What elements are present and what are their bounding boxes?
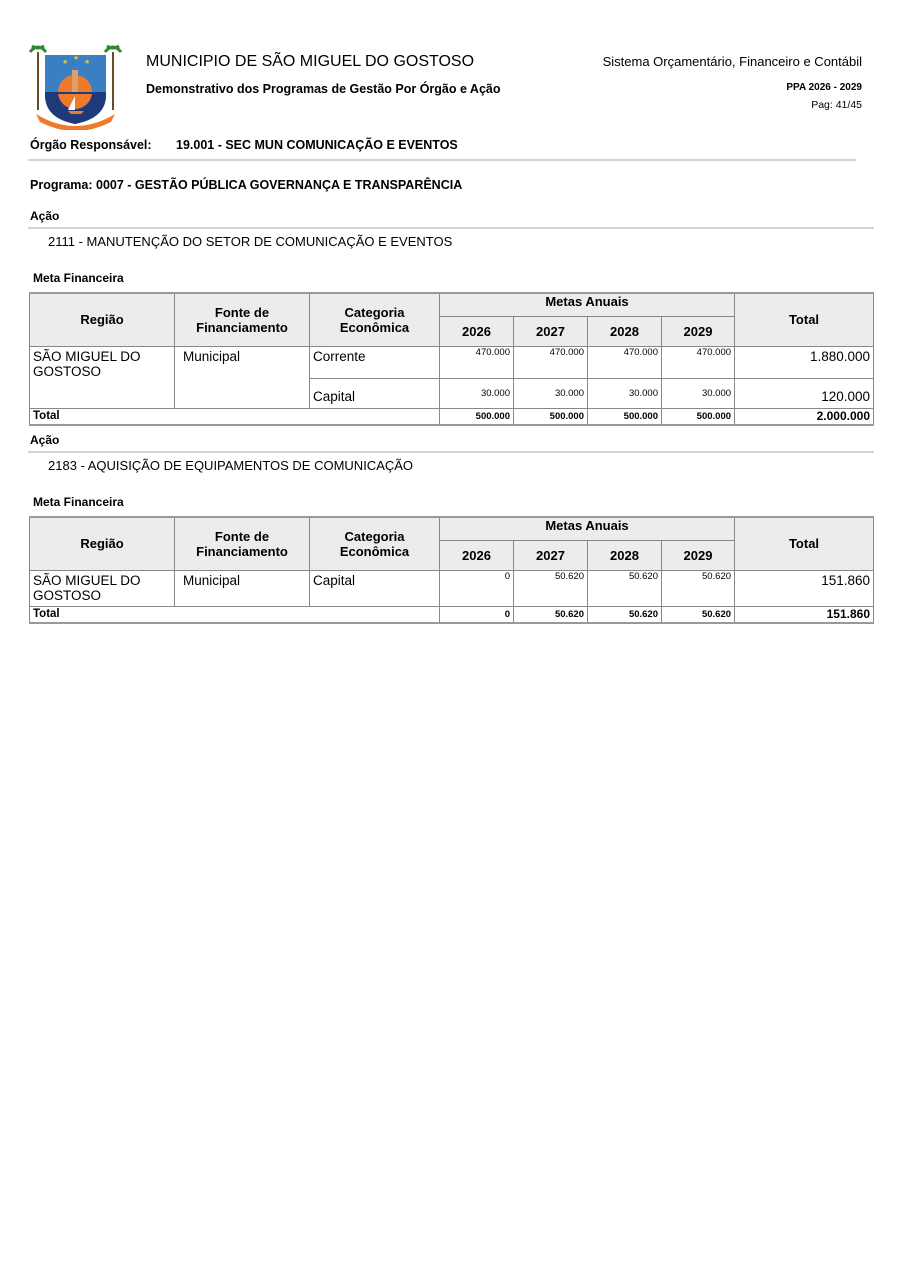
total-cell: 151.860 [735, 570, 874, 606]
col-metas-anuais: Metas Anuais [440, 517, 735, 540]
regiao-cell: SÃO MIGUEL DO GOSTOSO [30, 570, 175, 606]
orgao-label: Órgão Responsável: [30, 138, 152, 152]
meta-financeira-label: Meta Financeira [33, 495, 124, 509]
divider [28, 159, 856, 161]
municipal-coat-of-arms-logo [28, 40, 123, 130]
col-metas-anuais: Metas Anuais [440, 293, 735, 316]
total-row [30, 606, 874, 623]
col-total: Total [735, 517, 874, 570]
ppa-period: PPA 2026 - 2029 [786, 82, 862, 93]
categoria-cell: Capital [310, 378, 440, 408]
system-name: Sistema Orçamentário, Financeiro e Contábil [602, 54, 862, 69]
value-cell: 30.000 [514, 378, 588, 408]
regiao-cell: SÃO MIGUEL DO GOSTOSO [30, 346, 175, 408]
table-row [30, 570, 874, 606]
divider [28, 227, 874, 229]
total-value: 500.000 [662, 408, 735, 425]
fonte-cell: Municipal [175, 570, 310, 606]
total-cell: 1.880.000 [735, 346, 874, 378]
meta-financeira-table [29, 292, 874, 426]
municipality-name: MUNICIPIO DE SÃO MIGUEL DO GOSTOSO [146, 53, 475, 70]
total-value: 0 [440, 606, 514, 623]
value-cell: 50.620 [588, 570, 662, 606]
total-value: 50.620 [588, 606, 662, 623]
total-value: 50.620 [662, 606, 735, 623]
total-value: 500.000 [588, 408, 662, 425]
value-cell: 470.000 [440, 346, 514, 378]
value-cell: 470.000 [588, 346, 662, 378]
col-year: 2029 [662, 316, 735, 346]
orgao-responsavel [30, 138, 458, 152]
categoria-cell: Capital [310, 570, 440, 606]
svg-text:★: ★ [62, 59, 69, 66]
orgao-value: 19.001 - SEC MUN COMUNICAÇÃO E EVENTOS [176, 138, 458, 152]
col-categoria: Categoria Econômica [310, 293, 440, 346]
svg-text:★: ★ [73, 55, 80, 62]
grand-total: 151.860 [735, 606, 874, 623]
meta-financeira-table [29, 516, 874, 624]
acao-description: 2183 - AQUISIÇÃO DE EQUIPAMENTOS DE COMUNICAÇÃO [48, 458, 414, 473]
total-row [30, 408, 874, 425]
value-cell: 50.620 [662, 570, 735, 606]
total-value: 500.000 [440, 408, 514, 425]
col-year: 2027 [514, 316, 588, 346]
report-title: Demonstrativo dos Programas de Gestão Por Órgão e Ação [146, 82, 501, 96]
divider [28, 451, 874, 453]
grand-total: 2.000.000 [735, 408, 874, 425]
total-value: 500.000 [514, 408, 588, 425]
meta-financeira-label: Meta Financeira [33, 271, 124, 285]
value-cell: 470.000 [662, 346, 735, 378]
col-year: 2026 [440, 316, 514, 346]
col-regiao: Região [30, 293, 175, 346]
col-total: Total [735, 293, 874, 346]
acao-label: Ação [30, 433, 60, 447]
categoria-cell: Corrente [310, 346, 440, 378]
acao-description: 2111 - MANUTENÇÃO DO SETOR DE COMUNICAÇÃO E EVENTOS [48, 234, 453, 249]
col-regiao: Região [30, 517, 175, 570]
col-categoria: Categoria Econômica [310, 517, 440, 570]
value-cell: 470.000 [514, 346, 588, 378]
total-label: Total [30, 606, 440, 623]
col-year: 2028 [588, 316, 662, 346]
value-cell: 30.000 [662, 378, 735, 408]
value-cell: 50.620 [514, 570, 588, 606]
col-year: 2026 [440, 540, 514, 570]
fonte-cell: Municipal [175, 346, 310, 408]
col-fonte: Fonte de Financiamento [175, 517, 310, 570]
col-year: 2027 [514, 540, 588, 570]
value-cell: 30.000 [440, 378, 514, 408]
svg-text:★: ★ [84, 59, 91, 66]
page-number: Pag: 41/45 [811, 99, 862, 111]
programa-title: Programa: 0007 - GESTÃO PÚBLICA GOVERNANÇA E TRANSPARÊNCIA [30, 178, 463, 192]
table-row [30, 346, 874, 378]
total-cell: 120.000 [735, 378, 874, 408]
col-fonte: Fonte de Financiamento [175, 293, 310, 346]
total-label: Total [30, 408, 440, 425]
col-year: 2028 [588, 540, 662, 570]
col-year: 2029 [662, 540, 735, 570]
acao-label: Ação [30, 209, 60, 223]
total-value: 50.620 [514, 606, 588, 623]
value-cell: 30.000 [588, 378, 662, 408]
value-cell: 0 [440, 570, 514, 606]
